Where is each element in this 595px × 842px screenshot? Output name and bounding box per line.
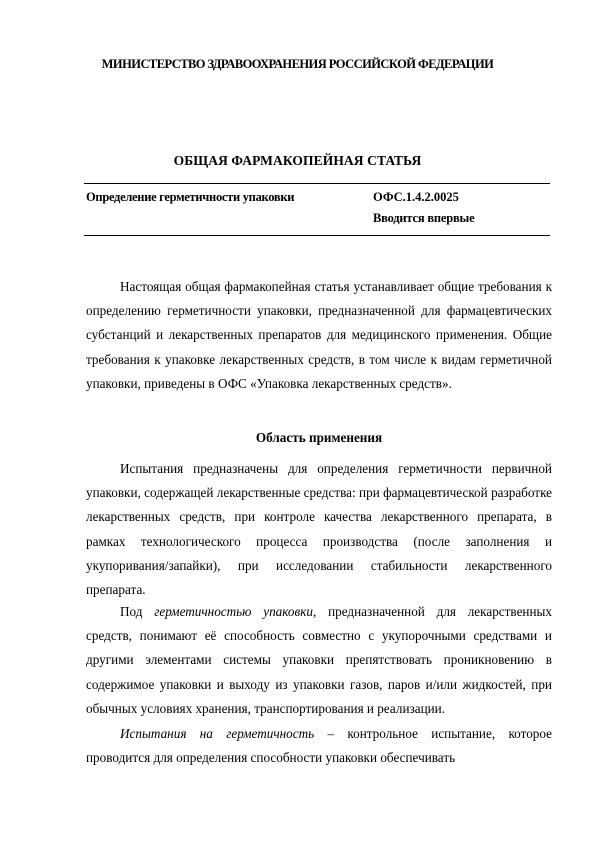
- intro-text: Настоящая общая фармакопейная статья устанавливает общие требования к определению герметичности упаковки, предназначенной для фармацевтических субстанций и лекарственных препаратов для медицинского применения. Общие требования к упаковке лекарственных средств, в том числе к видам герметичной упаковки, приведены в ОФС «Упаковка лекарственных средств».: [86, 279, 552, 391]
- ministry-header: МИНИСТЕРСТВО ЗДРАВООХРАНЕНИЯ РОССИЙСКОЙ ФЕДЕРАЦИИ: [101, 57, 494, 71]
- divider-top: [84, 183, 550, 184]
- test-paragraph: [86, 722, 552, 770]
- article-code: ОФС.1.4.2.0025: [373, 190, 459, 204]
- scope-text: Испытания предназначены для определения герметичности первичной упаковки, содержащей лекарственные средства: при фармацевтической разработке лекарственных средств, при контроле качества лекарственного препарата, в рамках технологического процесса производства (после заполнения и укупоривания/запайки), при исследовании стабильности лекарственного препарата.: [86, 461, 552, 598]
- scope-paragraph: [86, 457, 552, 602]
- article-name: Определение герметичности упаковки: [86, 190, 295, 204]
- test-text: [86, 722, 552, 770]
- definition-term: герметичностью упаковки: [154, 604, 314, 619]
- test-term: Испытания на герметичность: [120, 726, 315, 741]
- divider-bottom: [84, 235, 550, 236]
- intro-paragraph: [86, 275, 552, 396]
- section-heading-scope: Область применения: [255, 430, 383, 445]
- definition-body: , предназначенной для лекарственных средств, понимают её способность совместно с укупорочными средствами и другими элементами системы упаковки препятствовать проникновению в содержимое упаковки и выходу из упаковки газов, паров и/или жидкостей, при обычных условиях хранения, транспортирования и реализации.: [86, 604, 552, 716]
- definition-text: [86, 600, 552, 721]
- definition-prefix: Под: [120, 604, 143, 619]
- article-status: Вводится впервые: [373, 211, 475, 225]
- definition-paragraph: [86, 600, 552, 721]
- test-body: – контрольное испытание, которое проводится для определения способности упаковки обеспечивать: [86, 726, 552, 766]
- document-title: ОБЩАЯ ФАРМАКОПЕЙНАЯ СТАТЬЯ: [173, 153, 422, 168]
